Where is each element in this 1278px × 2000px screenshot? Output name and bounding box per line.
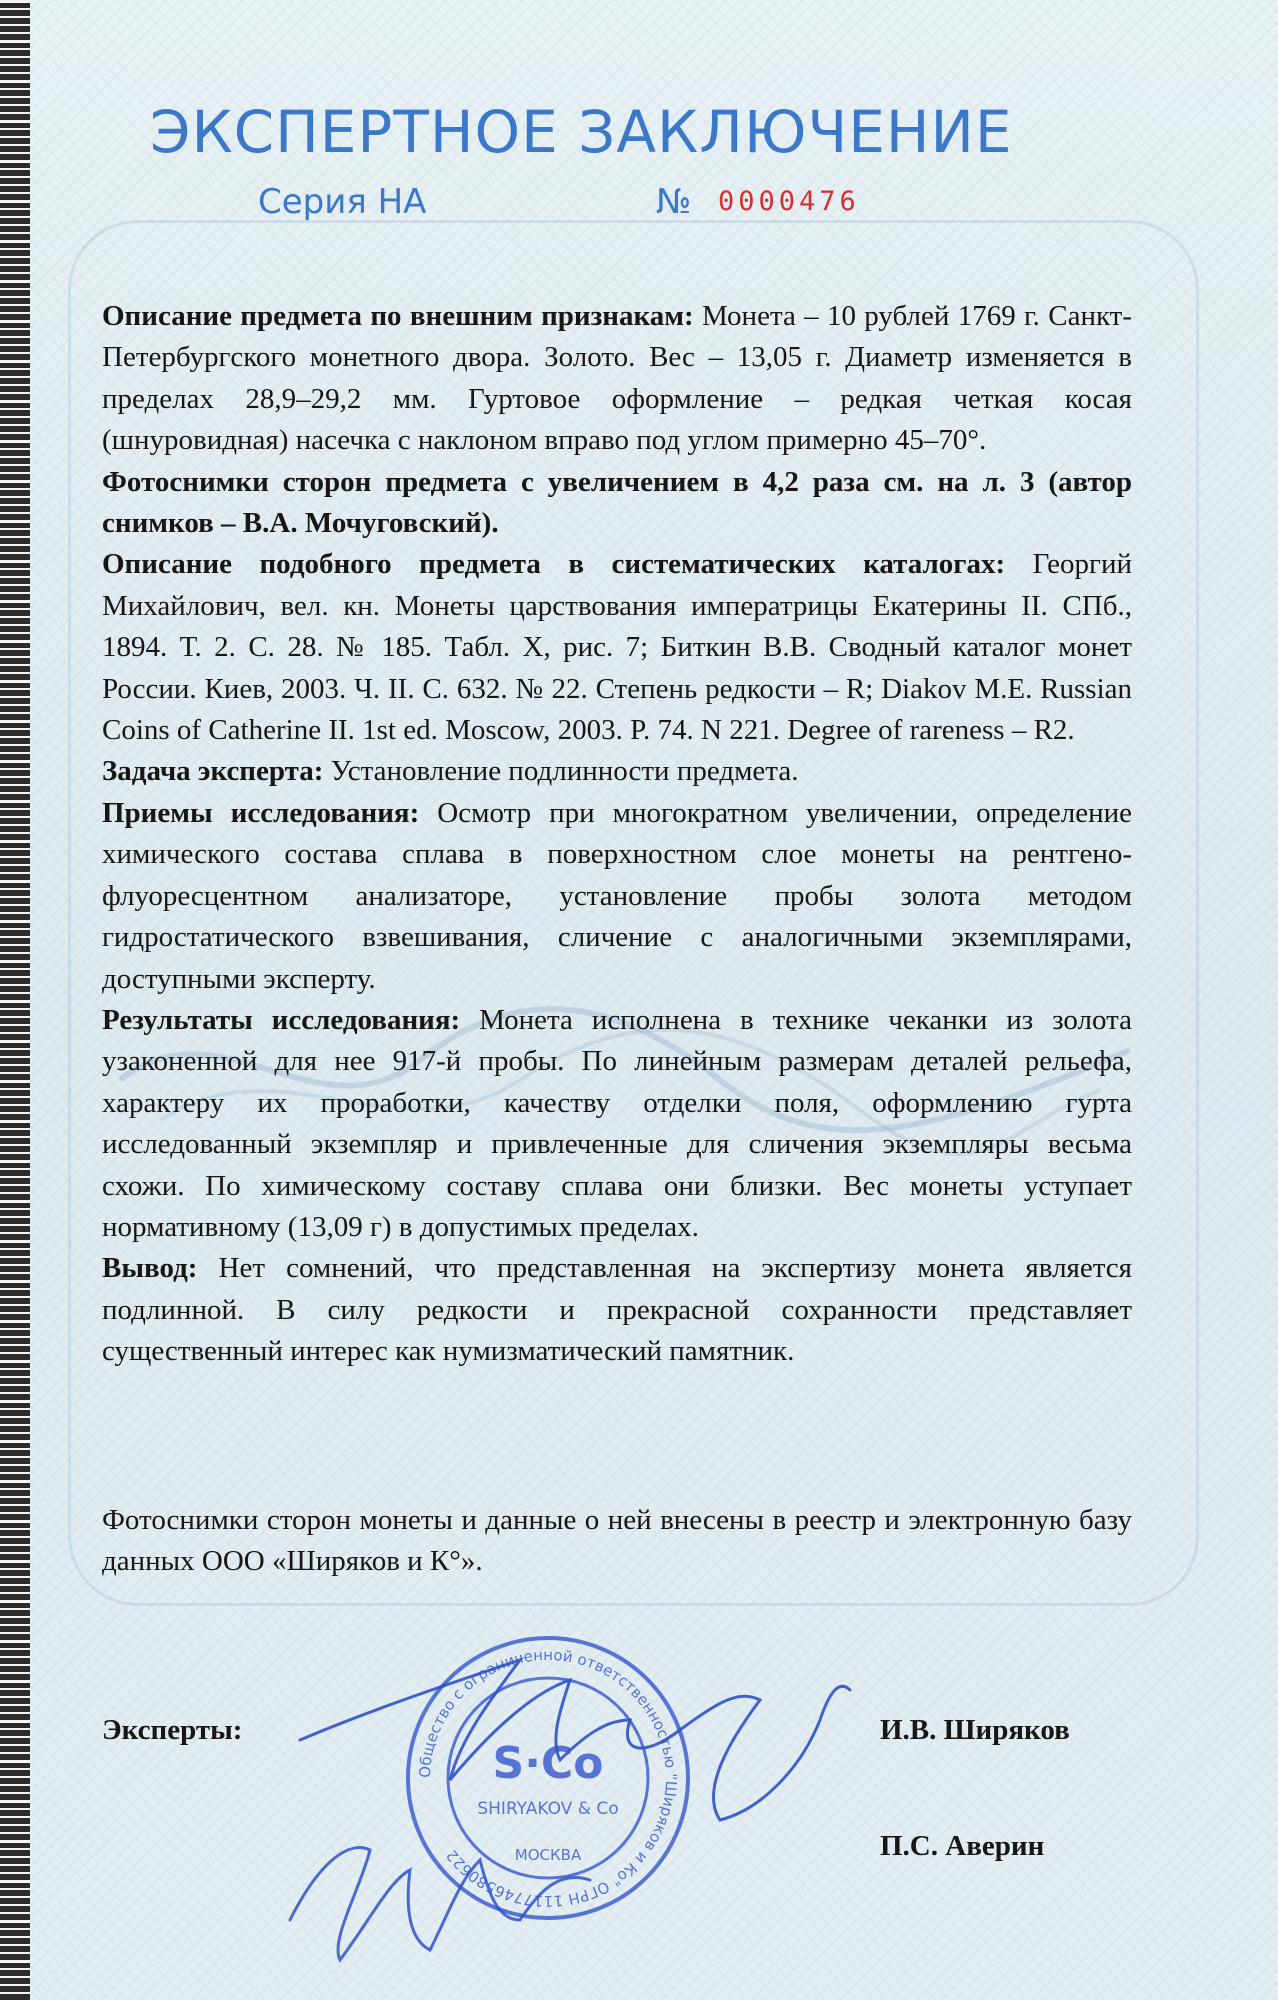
seal-outer-text: Общество с ограниченной ответственностью "Ширяков и Ко" ОГРН 1117746580622: [415, 1645, 681, 1911]
body-text: [102, 296, 1132, 1373]
document-title: ЭКСПЕРТНОЕ ЗАКЛЮЧЕНИЕ: [150, 98, 1013, 166]
series-label: Серия НА: [258, 182, 427, 222]
section-label: Описание подобного предмета в систематических каталогах:: [102, 548, 1006, 581]
expert-name-1: И.В. Ширяков: [880, 1714, 1070, 1746]
section-label: Приемы исследования:: [102, 796, 420, 829]
section-results: [102, 1000, 1132, 1248]
handwritten-signatures: [260, 1620, 880, 1980]
section-text: Установление подлинности предмета.: [323, 755, 799, 788]
scan-ruler: [0, 0, 30, 2000]
section-photos: [102, 462, 1132, 545]
registry-note: Фотоснимки сторон монеты и данные о ней внесены в реестр и электронную базу данных ООО «Ширяков и К°».: [102, 1504, 1132, 1577]
signature-shiryakov: [300, 1660, 850, 1820]
section-methods: [102, 793, 1132, 1000]
section-task: [102, 751, 1132, 792]
section-label: Результаты исследования:: [102, 1003, 461, 1036]
section-label: Задача эксперта:: [102, 755, 324, 788]
seal-center-text: SHIRYAKOV & Co: [477, 1799, 619, 1819]
serial-number: 0000476: [718, 186, 860, 217]
series-number-row: [258, 182, 958, 232]
section-catalogues: [102, 544, 1132, 751]
section-text: Георгий Михайлович, вел. кн. Монеты царствования императрицы Екатерины II. СПб., 1894. Т. 2. С. 28. № 185. Табл. X, рис. 7; Биткин В.В. Сводный каталог монет России. Киев, 2003. Ч. II. С. 632. № 22. Степень редкости – R; Diakov M.E. Russian Coins of Catherine II. 1st ed. Moscow, 2003. P. 74. N 221. Degree of rareness – R2.: [102, 548, 1132, 747]
experts-label: Эксперты:: [102, 1714, 243, 1746]
section-text: Монета исполнена в технике чеканки из золота узаконенной для нее 917-й пробы. По линейным размерам деталей рельефа, характеру их проработки, качеству отделки поля, оформлению гурта исследованный экземпляр и привлеченные для сличения экземпляры весьма схожи. По химическому составу сплава они близки. Вес монеты уступает нормативному (13,09 г) в допустимых пределах.: [102, 1003, 1132, 1243]
section-label: Описание предмета по внешним признакам:: [102, 300, 694, 332]
seal-logo: S·Co: [492, 1738, 604, 1789]
section-text: Монета – 10 рублей 1769 г. Санкт-Петербургского монетного двора. Золото. Вес – 13,05 г. Диаметр изменяется в пределах 28,9–29,2 мм. Гуртовое оформление – редкая четкая косая (шнуровидная) насечка с наклоном вправо под углом примерно 45–70°.: [102, 300, 1132, 457]
section-conclusion: [102, 1248, 1132, 1372]
seal-bottom-text: МОСКВА: [514, 1846, 582, 1864]
signature-averin: [290, 1848, 590, 1960]
number-sign: №: [656, 182, 692, 222]
section-text: Осмотр при многократном увеличении, определение химического состава сплава в поверхностном слое монеты на рентгено-флуоресцентном анализаторе, установление пробы золота методом гидростатического взвешивания, сличение с аналогичными экземплярами, доступными эксперту.: [102, 796, 1132, 995]
section-label: Фотоснимки сторон предмета с увеличением в 4,2 раза см. на л. 3 (автор снимков – В.А. Мочуговский).: [102, 465, 1132, 540]
expert-name-2: П.С. Аверин: [880, 1830, 1045, 1862]
section-label: Вывод:: [102, 1252, 198, 1285]
section-description: [102, 296, 1132, 462]
section-text: Нет сомнений, что представленная на экспертизу монета является подлинной. В силу редкости и прекрасной сохранности представляет существенный интерес как нумизматический памятник.: [102, 1252, 1132, 1368]
